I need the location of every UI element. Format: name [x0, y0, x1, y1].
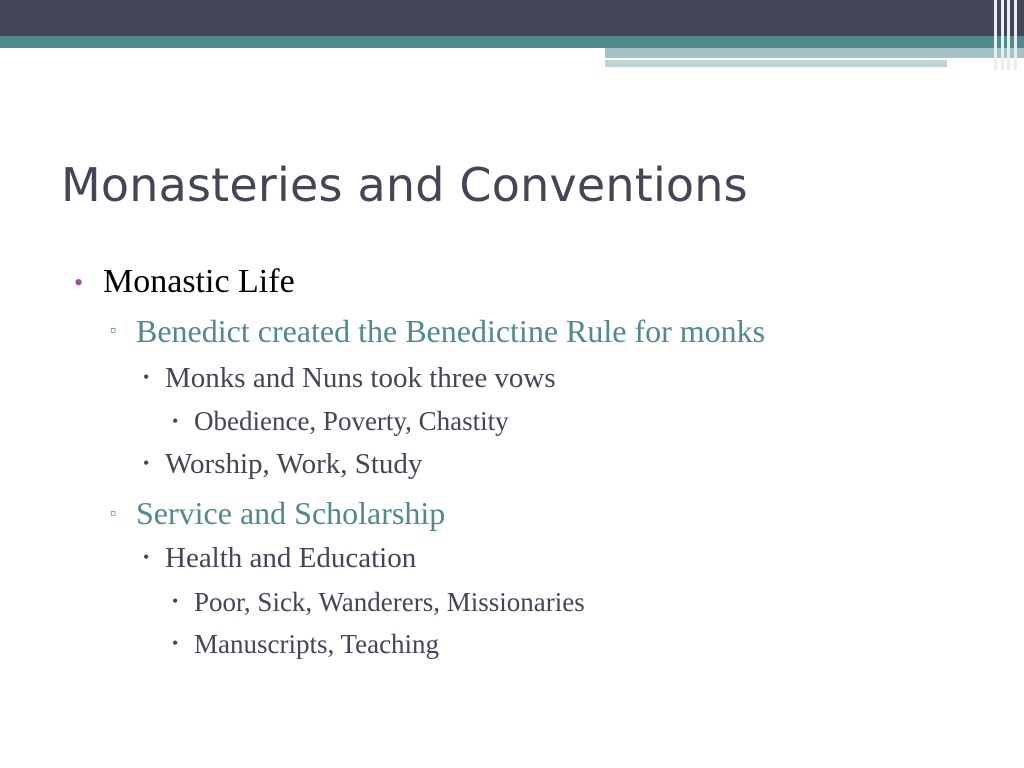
bullet-level-3: • — [143, 547, 150, 567]
bullet-level-4: • — [172, 633, 179, 653]
bullet-level-2: ▫ — [110, 320, 117, 340]
bullet-item-health: Health and Education — [165, 542, 417, 574]
header-divider-line — [0, 48, 605, 50]
header-teal-band — [0, 36, 1024, 48]
bullet-level-4: • — [172, 591, 179, 611]
bullet-item-three-vows: Monks and Nuns took three vows — [165, 362, 556, 394]
header-vertical-stripes — [990, 0, 1024, 70]
bullet-item-worship: Worship, Work, Study — [165, 448, 423, 480]
bullet-level-3: • — [143, 453, 150, 473]
header-dark-band — [0, 0, 1024, 36]
bullet-item-poor-sick: Poor, Sick, Wanderers, Missionaries — [194, 587, 585, 617]
bullet-level-1: • — [74, 268, 84, 297]
bullet-level-4: • — [172, 411, 179, 431]
bullet-item-manuscripts: Manuscripts, Teaching — [194, 629, 440, 659]
header-light-band-1 — [605, 48, 1024, 58]
bullet-level-3: • — [143, 367, 150, 387]
bullet-item-benedictine-rule: Benedict created the Benedictine Rule for monks — [136, 313, 766, 349]
slide-title: Monasteries and Conventions — [61, 158, 748, 212]
bullet-item-obedience: Obedience, Poverty, Chastity — [194, 406, 509, 436]
header-light-band-2 — [605, 60, 947, 67]
bullet-item-monastic-life: Monastic Life — [103, 263, 295, 300]
bullet-level-2: ▫ — [110, 503, 117, 523]
bullet-item-service: Service and Scholarship — [136, 495, 446, 531]
